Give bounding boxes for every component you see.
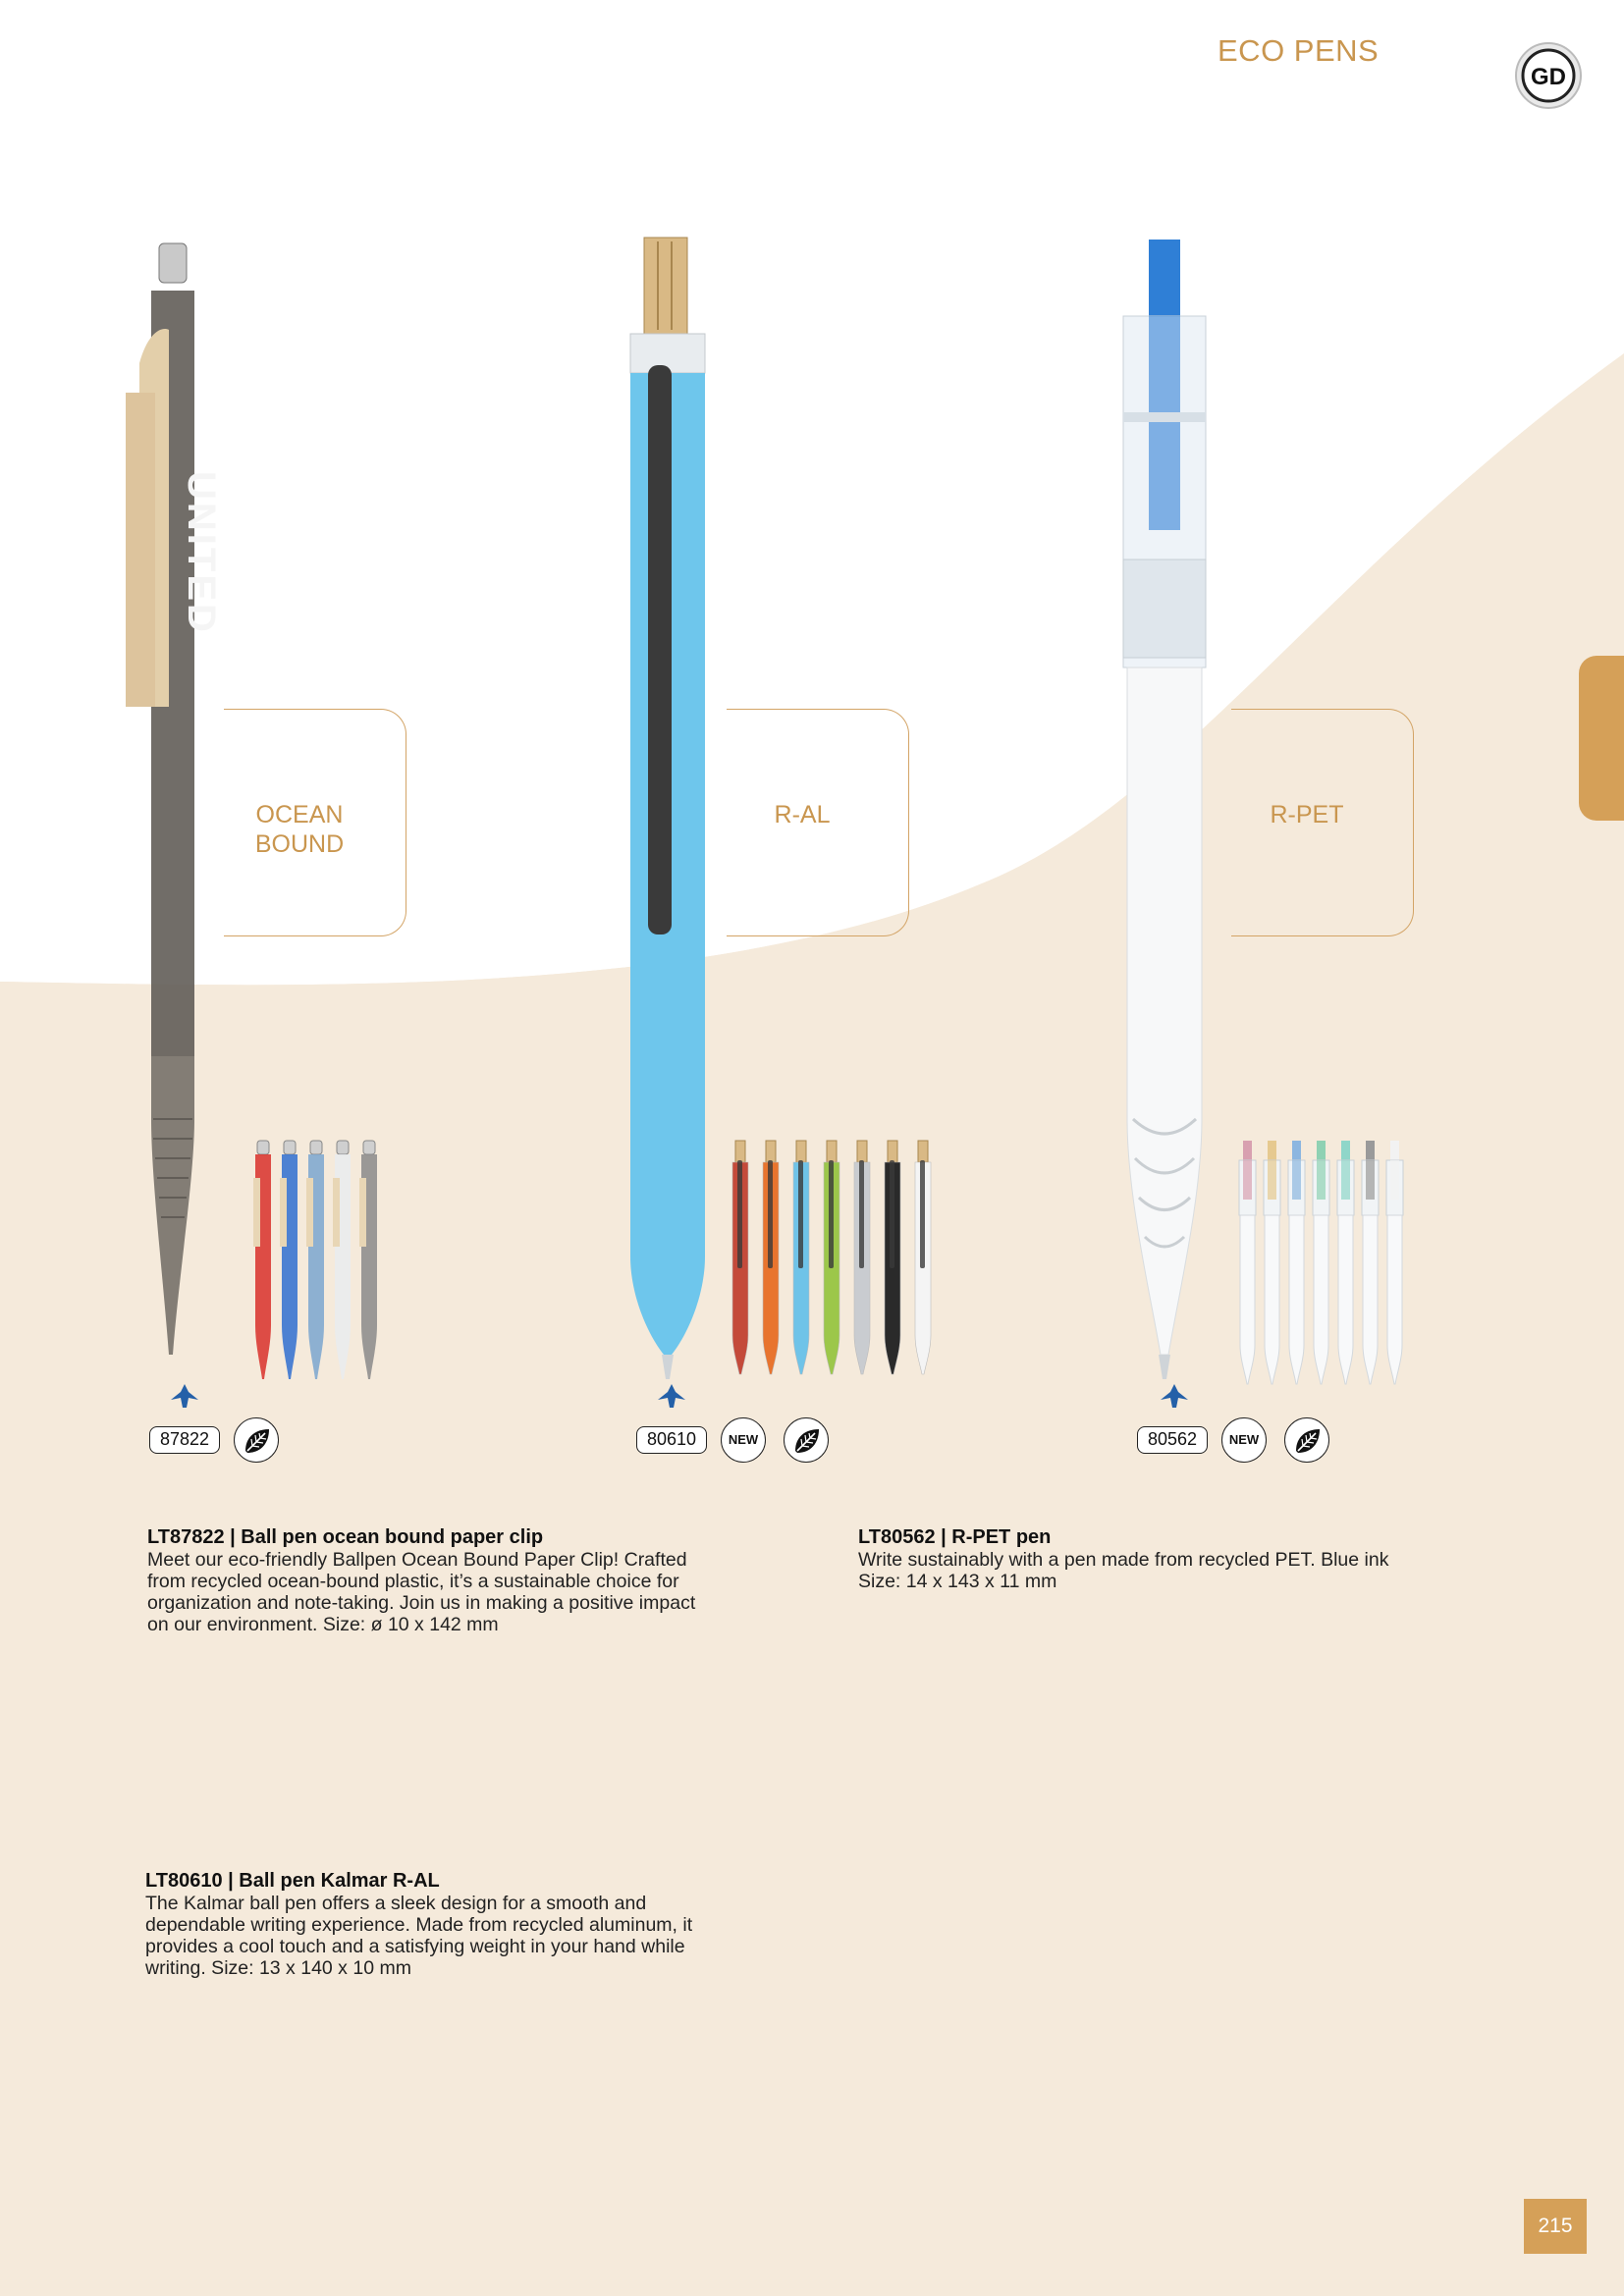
material-label-r-al: [738, 800, 866, 829]
pen-image-ocean-bound: [118, 236, 226, 1384]
product-description-lt80562: [858, 1525, 1487, 1592]
section-tab[interactable]: [1579, 656, 1624, 821]
material-label-r-pet: [1243, 800, 1371, 829]
eco-leaf-badge: [1284, 1417, 1329, 1463]
product-description-lt80610: [145, 1869, 774, 1979]
product-desc-line: writing. Size: 13 x 140 x 10 mm: [145, 1957, 411, 1979]
product-description-lt87822: [147, 1525, 776, 1635]
product-desc-line: organization and note-taking. Join us in making a positive impact: [147, 1592, 696, 1614]
leaf-icon: [242, 1425, 273, 1457]
product-desc-line: Meet our eco-friendly Ballpen Ocean Bound Paper Clip! Crafted: [147, 1549, 687, 1571]
variant-pen: [253, 1141, 271, 1379]
new-badge: NEW: [721, 1417, 766, 1463]
variant-pen: [359, 1141, 377, 1379]
variant-thumbnails-r-pet: [1231, 1139, 1418, 1394]
variant-pen: [1288, 1141, 1305, 1384]
variant-pen: [306, 1141, 324, 1379]
variant-pen: [1362, 1141, 1379, 1384]
variant-pen: [885, 1141, 900, 1374]
product-code-badge: 80610: [636, 1426, 707, 1454]
variant-pen: [1337, 1141, 1354, 1384]
variant-pen: [1313, 1141, 1329, 1384]
pen-print: UNITED: [180, 471, 223, 635]
product-desc-line: Size: 14 x 143 x 11 mm: [858, 1571, 1057, 1592]
product-code-badge: 80562: [1137, 1426, 1208, 1454]
variant-pen: [763, 1141, 779, 1374]
variant-thumbnails-ocean-bound: [247, 1139, 395, 1384]
product-desc-line: dependable writing experience. Made from recycled aluminum, it: [145, 1914, 693, 1936]
product-desc-line: provides a cool touch and a satisfying weight in your hand while: [145, 1936, 685, 1957]
brand-mark-icon: [167, 1382, 202, 1410]
variant-pen: [793, 1141, 809, 1374]
eco-leaf-badge: [234, 1417, 279, 1463]
variant-thumbnails-r-al: [725, 1139, 947, 1384]
product-code-badge: 87822: [149, 1426, 220, 1454]
material-label-ocean-bound: [236, 800, 363, 859]
new-badge: NEW: [1221, 1417, 1267, 1463]
brand-mark-icon: [1157, 1382, 1192, 1410]
eco-leaf-badge: [784, 1417, 829, 1463]
product-desc-line: from recycled ocean-bound plastic, it’s a sustainable choice for: [147, 1571, 679, 1592]
product-title: LT80610 | Ball pen Kalmar R-AL: [145, 1870, 440, 1892]
product-desc-line: on our environment. Size: ø 10 x 142 mm: [147, 1614, 499, 1635]
material-line: BOUND: [254, 830, 345, 858]
variant-pen: [854, 1141, 870, 1374]
material-line: R-PET: [1270, 801, 1344, 828]
variant-pen: [732, 1141, 748, 1374]
brand-logo: [1514, 41, 1583, 110]
pen-image-r-al: [619, 236, 727, 1384]
variant-pen: [1264, 1141, 1280, 1384]
page-title: ECO PENS: [1218, 33, 1380, 68]
material-line: R-AL: [774, 801, 831, 828]
page-number: 215: [1524, 2199, 1587, 2254]
product-desc-line: The Kalmar ball pen offers a sleek design for a smooth and: [145, 1893, 647, 1914]
variant-pen: [333, 1141, 351, 1379]
leaf-icon: [1292, 1425, 1324, 1457]
product-title: LT87822 | Ball pen ocean bound paper clip: [147, 1526, 544, 1548]
variant-pen: [1386, 1141, 1403, 1384]
variant-pen: [280, 1141, 298, 1379]
leaf-icon: [791, 1425, 823, 1457]
brand-mark-icon: [654, 1382, 689, 1410]
brand-logo-text: GD: [1531, 64, 1566, 90]
product-desc-line: Write sustainably with a pen made from recycled PET. Blue ink: [858, 1549, 1389, 1571]
product-title: LT80562 | R-PET pen: [858, 1526, 1052, 1548]
variant-pen: [915, 1141, 931, 1374]
variant-pen: [824, 1141, 839, 1374]
pen-image-r-pet: [1110, 236, 1227, 1384]
variant-pen: [1239, 1141, 1256, 1384]
material-line: OCEAN: [255, 801, 344, 828]
